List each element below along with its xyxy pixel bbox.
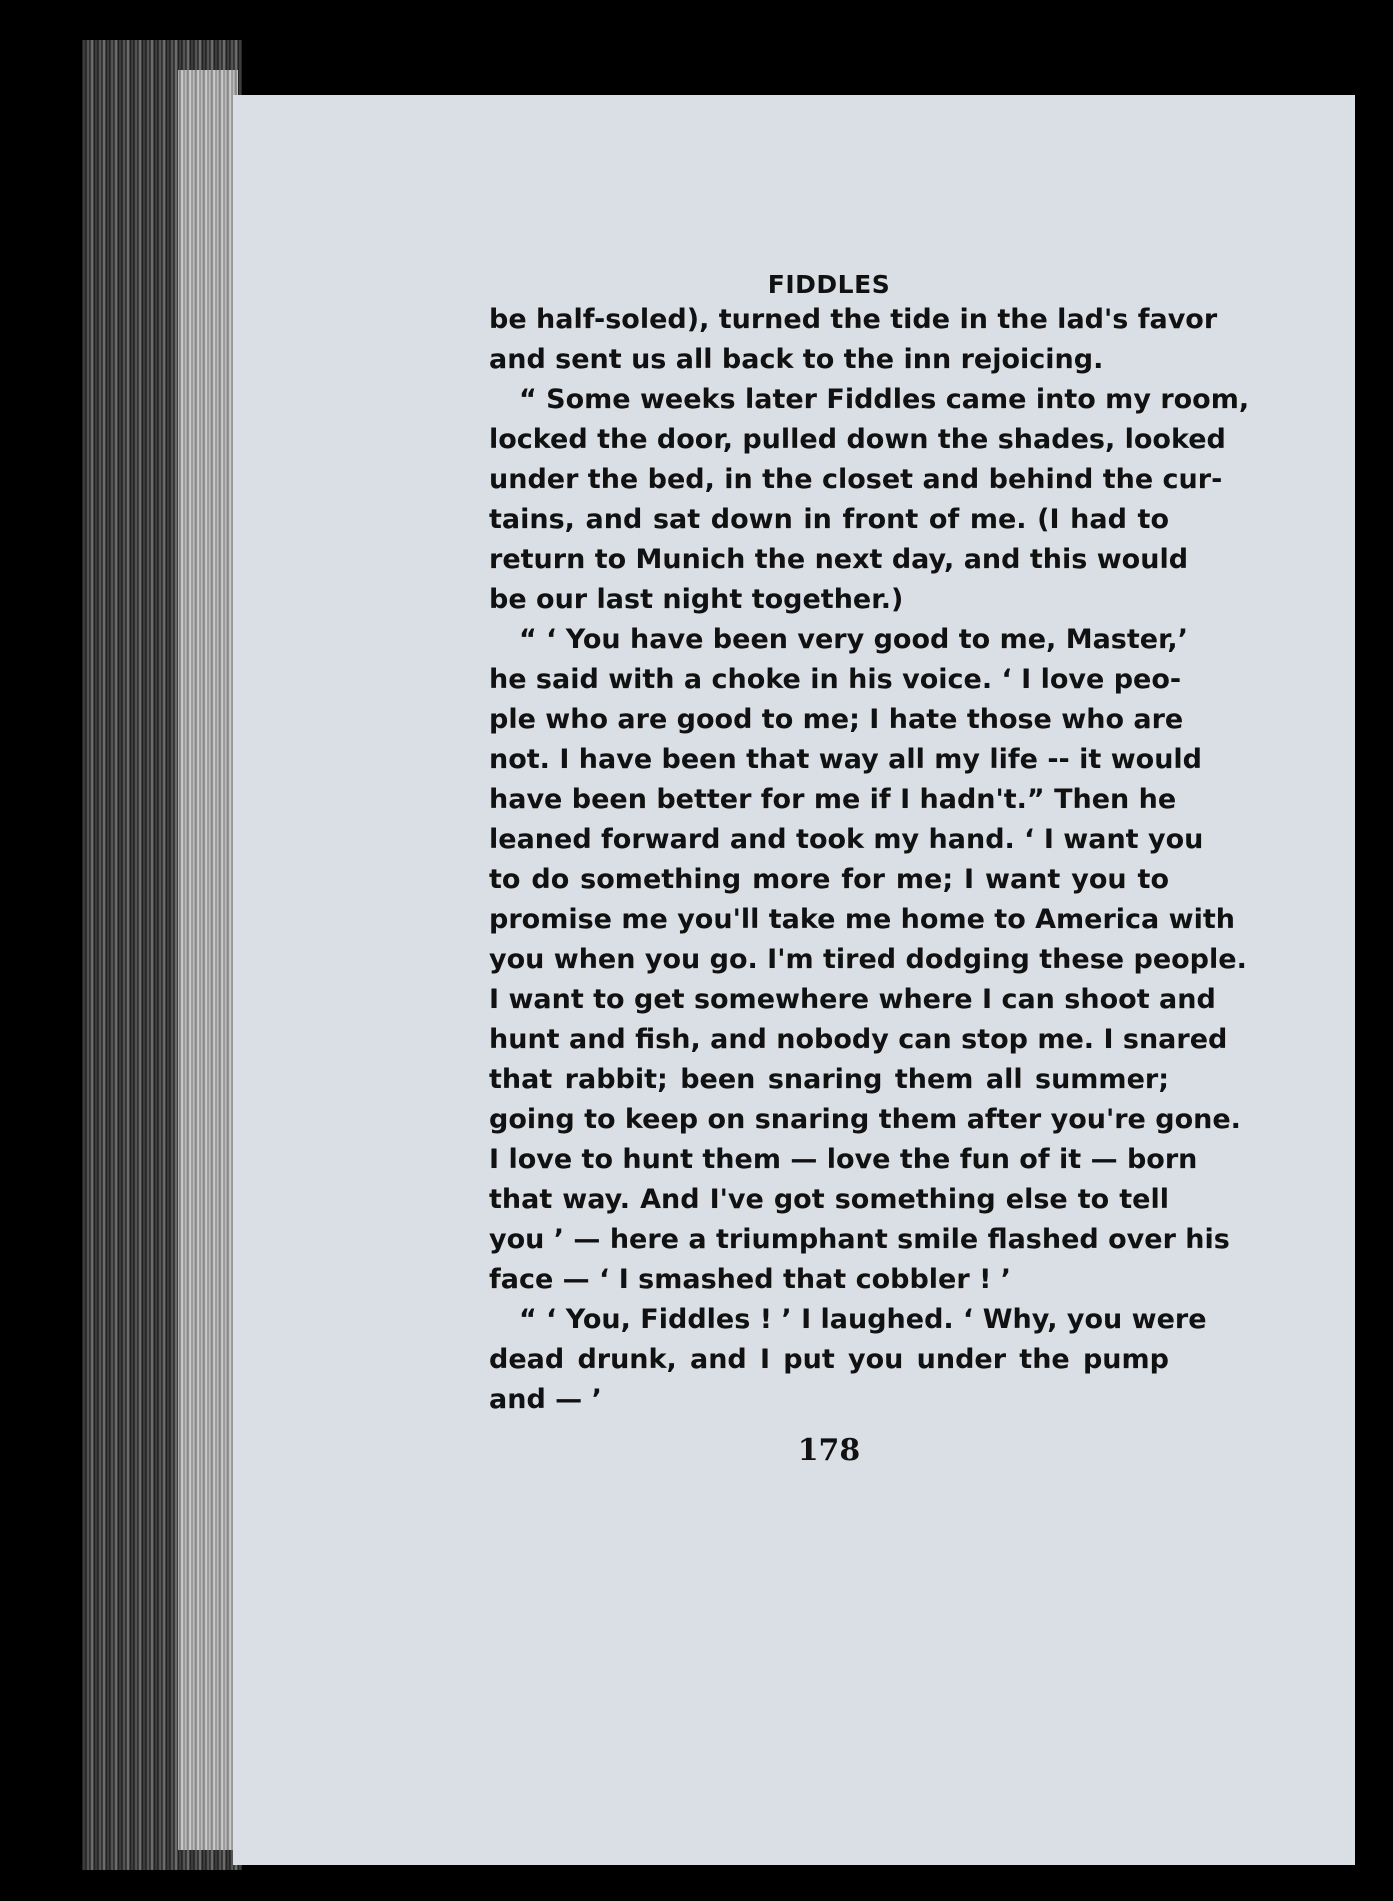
text-line: you ’ — here a triumphant smile flashed over his: [489, 1224, 1230, 1255]
text-line: and sent us all back to the inn rejoicing.: [489, 344, 1104, 375]
text-line: that rabbit; been snaring them all summer;: [489, 1064, 1169, 1095]
text-line: leaned forward and took my hand. ‘ I want you: [489, 824, 1204, 855]
text-line: face — ‘ I smashed that cobbler ! ’: [489, 1264, 1012, 1295]
page-number: 178: [797, 1433, 861, 1468]
text-line: promise me you'll take me home to America with: [489, 904, 1236, 935]
text-line: be our last night together.): [489, 584, 904, 615]
page-edge-stack: [178, 70, 238, 1850]
running-head: FIDDLES: [767, 270, 891, 299]
text-line: I love to hunt them — love the fun of it — born: [489, 1144, 1198, 1175]
text-line: not. I have been that way all my life -- it would: [489, 744, 1202, 775]
text-line: have been better for me if I hadn't.” Then he: [489, 784, 1177, 815]
text-line: I want to get somewhere where I can shoot and: [489, 984, 1216, 1015]
text-line: under the bed, in the closet and behind the cur-: [489, 464, 1223, 495]
text-line: “ ‘ You, Fiddles ! ’ I laughed. ‘ Why, you were: [519, 1304, 1207, 1335]
text-line: tains, and sat down in front of me. (I had to: [489, 504, 1169, 535]
text-line: and — ’: [489, 1384, 602, 1415]
text-line: going to keep on snaring them after you're gone.: [489, 1104, 1241, 1135]
text-line: that way. And I've got something else to tell: [489, 1184, 1169, 1215]
facing-page-gutter: [1355, 88, 1393, 1901]
text-line: return to Munich the next day, and this would: [489, 544, 1189, 575]
text-line: he said with a choke in his voice. ‘ I love peo-: [489, 664, 1182, 695]
text-line: dead drunk, and I put you under the pump: [489, 1344, 1169, 1375]
text-line: “ ‘ You have been very good to me, Master,’: [519, 624, 1188, 655]
text-line: “ Some weeks later Fiddles came into my room,: [519, 384, 1250, 415]
text-line: ple who are good to me; I hate those who are: [489, 704, 1184, 735]
text-line: locked the door, pulled down the shades, looked: [489, 424, 1226, 455]
text-line: to do something more for me; I want you to: [489, 864, 1169, 895]
text-line: hunt and fish, and nobody can stop me. I snared: [489, 1024, 1228, 1055]
text-line: be half-soled), turned the tide in the lad's favor: [489, 304, 1218, 335]
text-line: you when you go. I'm tired dodging these people.: [489, 944, 1247, 975]
